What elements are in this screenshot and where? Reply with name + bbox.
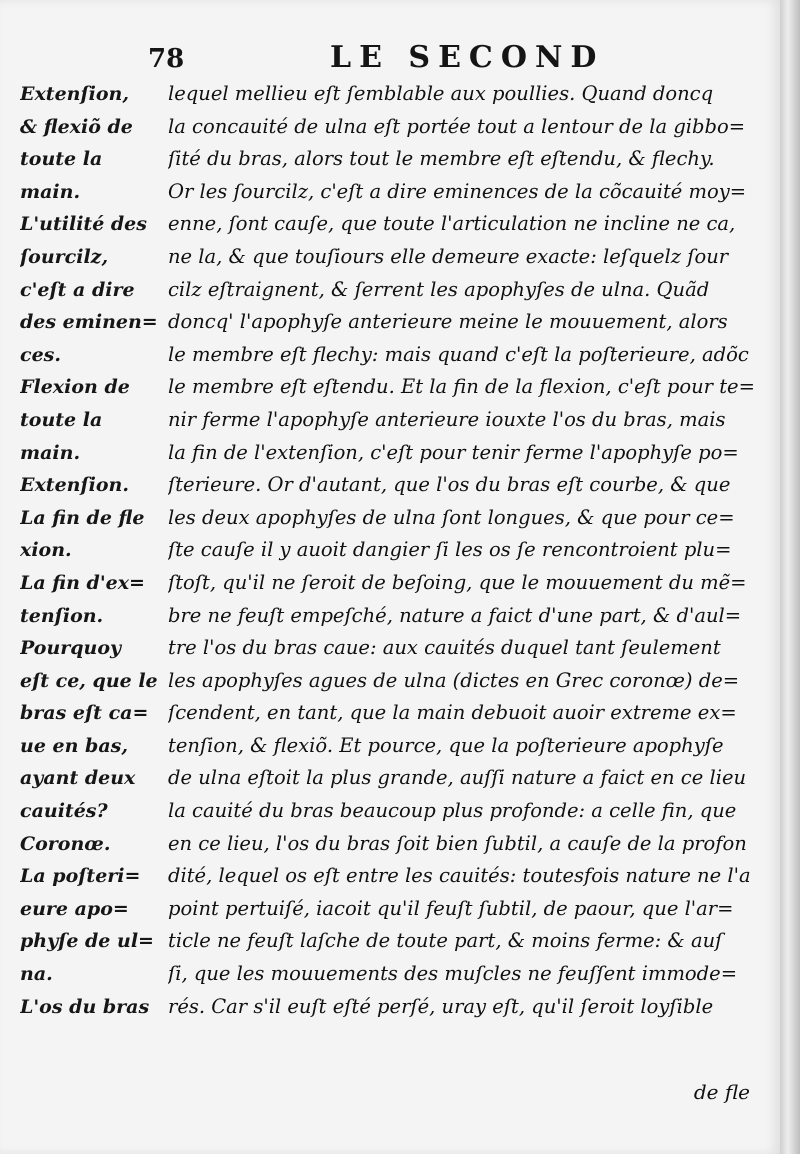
margin-note-line: tenſion. — [20, 604, 104, 627]
margin-note-line: toute la — [20, 148, 103, 171]
margin-note-line: na. — [20, 963, 53, 986]
text-line: la fin de l'extenſion, c'eſt pour tenir ferme l'apophyſe po= — [168, 440, 739, 464]
text-line: bre ne feuſt empeſché, nature a faict d'une part, & d'aul= — [168, 603, 742, 627]
text-line: nir ferme l'apophyſe anterieure iouxte l'os du bras, mais — [168, 407, 726, 431]
margin-note-line: des eminen= — [20, 311, 158, 334]
margin-note-line: main. — [20, 180, 81, 203]
page-edge — [780, 0, 800, 1154]
margin-note-line: cauités? — [20, 800, 108, 823]
text-line: ſte cauſe il y auoit dangier ſi les os ſe rencontroient plu= — [168, 538, 732, 562]
catchword: de fle — [693, 1080, 750, 1104]
page-header — [0, 40, 780, 80]
text-line: doncq' l'apophyſe anterieure meine le mouuement, alors — [168, 310, 728, 334]
text-line: ſtoſt, qu'il ne ſeroit de beſoing, que le mouuement du mẽ= — [168, 570, 747, 594]
margin-note-line: phyſe de ul= — [20, 930, 154, 953]
margin-note-line: toute la — [20, 408, 103, 431]
text-line: en ce lieu, l'os du bras ſoit bien ſubtil, a cauſe de la profon — [168, 831, 747, 855]
running-title: LE SECOND — [330, 40, 605, 75]
margin-note-line: ue en bas, — [20, 734, 128, 757]
text-line: Or les ſourcilz, c'eſt a dire eminences de la cõcauité moy= — [168, 179, 747, 203]
margin-note-line: eure apo= — [20, 897, 129, 920]
text-line: les apophyſes agues de ulna (dictes en Grec coronœ) de= — [168, 668, 740, 692]
text-line: ne la, & que touſiours elle demeure exacte: leſquelz ſour — [168, 244, 729, 268]
text-line: le membre eſt flechy: mais quand c'eſt la poſterieure, adõc — [168, 342, 749, 366]
margin-note-line: La fin de fle — [20, 506, 145, 529]
text-line: tenſion, & flexiõ. Et pource, que la poſterieure apophyſe — [168, 733, 724, 757]
margin-note-line: xion. — [20, 539, 72, 562]
margin-note-line: ayant deux — [20, 767, 136, 790]
margin-note-line: Extenſion. — [20, 474, 129, 497]
margin-note-line: Coronœ. — [20, 832, 111, 855]
margin-notes-column — [20, 78, 168, 1023]
margin-note-line: Flexion de — [20, 376, 130, 399]
text-line: de ulna eſtoit la plus grande, auſſi nature a faict en ce lieu — [168, 766, 747, 790]
text-line: ſi, que les mouuements des muſcles ne feuſſent immode= — [168, 962, 738, 986]
margin-note-line: & flexiõ de — [20, 115, 133, 138]
margin-note-line: ces. — [20, 343, 61, 366]
margin-note-line: La fin d'ex= — [20, 571, 145, 594]
text-line: les deux apophyſes de ulna ſont longues, & que pour ce= — [168, 505, 735, 529]
page-number: 78 — [148, 44, 185, 74]
text-line: la cauité du bras beaucoup plus profonde: a celle fin, que — [168, 799, 737, 823]
text-line: ſité du bras, alors tout le membre eſt eſtendu, & flechy. — [168, 147, 715, 171]
margin-note-line: L'os du bras — [20, 995, 150, 1018]
text-line: dité, lequel os eſt entre les cauités: toutesfois nature ne l'a — [168, 864, 751, 888]
text-line: tre l'os du bras caue: aux cauités duquel tant ſeulement — [168, 636, 721, 660]
main-text-column — [168, 78, 776, 1023]
text-line: rés. Car s'il euſt eſté perſé, uray eſt, qu'il ſeroit loyſible — [168, 994, 714, 1018]
margin-note-line: c'eſt a dire — [20, 278, 135, 301]
text-line: le membre eſt eſtendu. Et la fin de la flexion, c'eſt pour te= — [168, 375, 755, 399]
text-line: ſterieure. Or d'autant, que l'os du bras eſt courbe, & que — [168, 473, 731, 497]
margin-note-line: La poſteri= — [20, 865, 141, 888]
text-line: la concauité de ulna eſt portée tout a lentour de la gibbo= — [168, 114, 746, 138]
text-line: ticle ne feuſt laſche de toute part, & moins ferme: & auſ — [168, 929, 723, 953]
margin-note-line: L'utilité des — [20, 213, 147, 236]
text-line: ſcendent, en tant, que la main debuoit auoir extreme ex= — [168, 701, 737, 725]
margin-note-line: bras eſt ca= — [20, 702, 149, 725]
text-line: point pertuiſé, iacoit qu'il feuſt ſubtil, de paour, que l'ar= — [168, 896, 734, 920]
margin-note-line: ſourcilz, — [20, 245, 109, 268]
margin-note-line: Extenſion, — [20, 83, 129, 105]
text-line: lequel mellieu eſt ſemblable aux poullies. Quand doncq — [168, 82, 714, 105]
margin-note-line: main. — [20, 441, 81, 464]
margin-note-line: eſt ce, que le — [20, 669, 158, 692]
margin-note-line: Pourquoy — [20, 637, 122, 660]
text-line: enne, ſont cauſe, que toute l'articulation ne incline ne ca, — [168, 212, 736, 236]
text-line: cilz eſtraignent, & ſerrent les apophyſes de ulna. Quãd — [168, 277, 710, 301]
